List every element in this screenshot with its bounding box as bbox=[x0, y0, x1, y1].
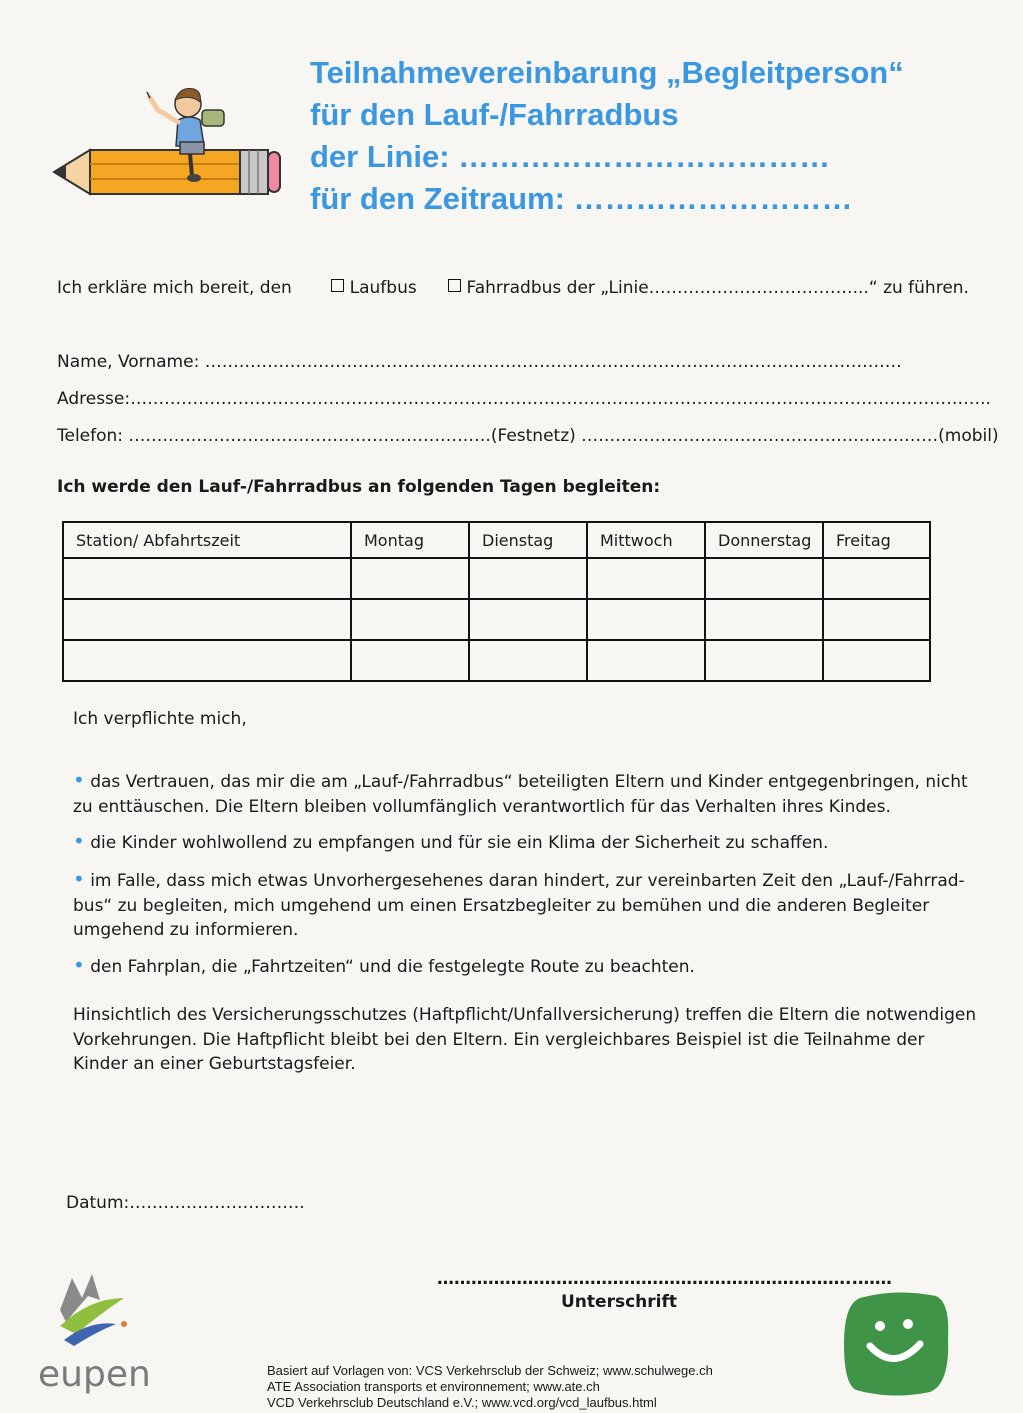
table-cell[interactable] bbox=[469, 558, 587, 599]
title-line-3: der Linie: ……………………………… bbox=[310, 139, 831, 174]
table-row bbox=[63, 599, 930, 640]
bullet-icon: • bbox=[73, 953, 85, 977]
column-freitag: Freitag bbox=[823, 522, 930, 558]
item-4-line-1: den Fahrplan, die „Fahrtzeiten“ und die festgelegte Route zu beachten. bbox=[90, 957, 695, 977]
column-montag: Montag bbox=[351, 522, 469, 558]
bullet-icon: • bbox=[73, 829, 85, 853]
fahrradbus-checkbox[interactable] bbox=[448, 279, 461, 292]
commitment-item-2 bbox=[73, 829, 973, 856]
item-1-line-2: zu enttäuschen. Die Eltern bleiben vollumfänglich verantwortlich für das Verhalten ihres Kindes. bbox=[73, 796, 891, 817]
signature-line[interactable]: ………………………………………………………………..…… bbox=[437, 1269, 892, 1289]
table-cell[interactable] bbox=[63, 599, 351, 640]
column-dienstag: Dienstag bbox=[469, 522, 587, 558]
item-3-line-2: bus“ zu begleiten, mich umgehend um einen Ersatzbegleiter zu bemühen und die anderen Begleiter bbox=[73, 895, 930, 916]
insurance-line-1: Hinsichtlich des Versicherungsschutzes (Haftpflicht/Unfallversicherung) treffen die Eltern die notwendigen bbox=[73, 1005, 977, 1025]
table-cell[interactable] bbox=[823, 640, 930, 681]
table-cell[interactable] bbox=[351, 558, 469, 599]
declaration-suffix: der „Linie………………………………...“ zu führen. bbox=[566, 278, 969, 298]
table-cell[interactable] bbox=[587, 599, 705, 640]
table-cell[interactable] bbox=[823, 558, 930, 599]
declaration-prefix: Ich erkläre mich bereit, den bbox=[57, 278, 292, 298]
smiley-icon bbox=[840, 1288, 952, 1400]
item-2-line-1: die Kinder wohlwollend zu empfangen und für sie ein Klima der Sicherheit zu schaffen. bbox=[90, 833, 829, 853]
bullet-icon: • bbox=[73, 867, 85, 891]
table-cell[interactable] bbox=[63, 640, 351, 681]
table-cell[interactable] bbox=[469, 599, 587, 640]
commitment-intro: Ich verpflichte mich, bbox=[73, 709, 247, 729]
laufbus-label: Laufbus bbox=[349, 278, 417, 298]
logo-text: eupen bbox=[38, 1354, 151, 1395]
eupen-logo bbox=[30, 1270, 160, 1400]
table-cell[interactable] bbox=[705, 640, 823, 681]
bullet-icon: • bbox=[73, 768, 85, 792]
column-mittwoch: Mittwoch bbox=[587, 522, 705, 558]
table-cell[interactable] bbox=[63, 558, 351, 599]
table-cell[interactable] bbox=[469, 640, 587, 681]
table-cell[interactable] bbox=[705, 599, 823, 640]
phone-field[interactable]: Telefon: ……………………………………………………….(Festnetz) ………………………………………………………(mobil) bbox=[57, 426, 999, 446]
date-field[interactable]: Datum:…………………………. bbox=[66, 1193, 305, 1213]
signature-label: Unterschrift bbox=[561, 1292, 677, 1312]
title-line-1: Teilnahmevereinbarung „Begleitperson“ bbox=[310, 55, 904, 90]
schedule-heading: Ich werde den Lauf-/Fahrradbus an folgenden Tagen begleiten: bbox=[57, 477, 661, 497]
title-line-2: für den Lauf-/Fahrradbus bbox=[310, 97, 679, 132]
name-field[interactable]: Name, Vorname: …………………………………………………………………………………………………………… bbox=[57, 352, 902, 372]
pencil-boy-illustration bbox=[50, 80, 290, 200]
footer-line-3: VCD Verkehrsclub Deutschland e.V.; www.vcd.org/vcd_laufbus.html bbox=[267, 1395, 657, 1410]
document-title bbox=[310, 52, 1010, 220]
table-cell[interactable] bbox=[351, 599, 469, 640]
commitment-item-1 bbox=[73, 768, 973, 819]
commitment-item-4 bbox=[73, 953, 973, 980]
footer-line-1: Basiert auf Vorlagen von: VCS Verkehrsclub der Schweiz; www.schulwege.ch bbox=[267, 1363, 713, 1378]
item-1-line-1: das Vertrauen, das mir die am „Lauf-/Fahrradbus“ beteiligten Eltern und Kinder entgegenbringen, nicht bbox=[90, 772, 968, 792]
schedule-table bbox=[62, 521, 931, 682]
table-cell[interactable] bbox=[351, 640, 469, 681]
table-header-row bbox=[63, 522, 930, 558]
insurance-line-2: Vorkehrungen. Die Haftpflicht bleibt bei den Eltern. Ein vergleichbares Beispiel ist die Teilnahme der bbox=[73, 1029, 925, 1050]
laufbus-checkbox[interactable] bbox=[331, 279, 344, 292]
fahrradbus-label: Fahrradbus bbox=[466, 278, 562, 298]
declaration-line bbox=[57, 276, 969, 300]
footer-credits bbox=[267, 1363, 713, 1411]
item-3-line-1: im Falle, dass mich etwas Unvorhergesehenes daran hindert, zur vereinbarten Zeit den „Lauf-/Fahrrad- bbox=[90, 871, 965, 891]
table-cell[interactable] bbox=[705, 558, 823, 599]
table-row bbox=[63, 558, 930, 599]
insurance-paragraph bbox=[73, 1003, 993, 1077]
commitment-item-3 bbox=[73, 867, 973, 943]
column-donnerstag: Donnerstag bbox=[705, 522, 823, 558]
address-field[interactable]: Adresse:…………………………………………………………………………………………………………………………………….. bbox=[57, 389, 991, 409]
footer-line-2: ATE Association transports et environnement; www.ate.ch bbox=[267, 1379, 600, 1394]
insurance-line-3: Kinder an einer Geburtstagsfeier. bbox=[73, 1054, 356, 1074]
table-row bbox=[63, 640, 930, 681]
table-cell[interactable] bbox=[587, 558, 705, 599]
title-line-4: für den Zeitraum: ……………………… bbox=[310, 181, 853, 216]
item-3-line-3: umgehend zu informieren. bbox=[73, 920, 299, 940]
column-station: Station/ Abfahrtszeit bbox=[63, 522, 351, 558]
table-cell[interactable] bbox=[823, 599, 930, 640]
table-cell[interactable] bbox=[587, 640, 705, 681]
